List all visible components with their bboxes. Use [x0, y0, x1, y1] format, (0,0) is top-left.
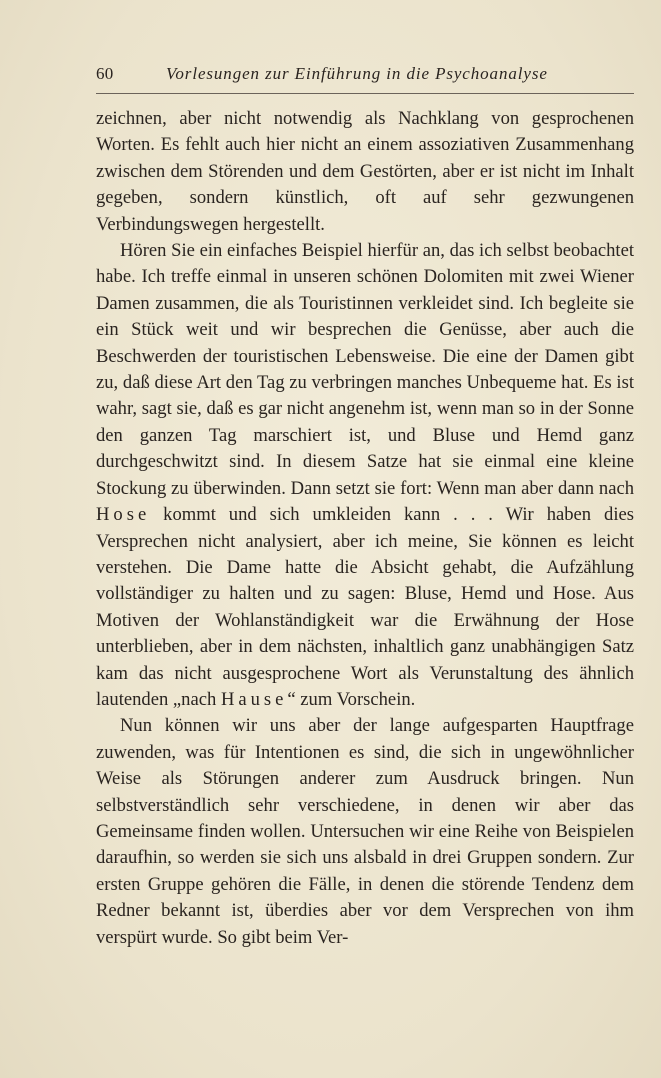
paragraph-1: zeichnen, aber nicht notwendig als Nachklang von gesprochenen Worten. Es fehlt auch hier nicht an einem assoziativen Zusammenhang zwischen dem Störenden und dem Gestörten, aber er ist nicht im Inhalt gegeben, sondern künstlich, oft auf sehr gezwungenen Verbindungswegen hergestellt.: [96, 108, 634, 235]
paragraph-2: [96, 238, 634, 713]
spaced-word-hose: Hose: [96, 504, 151, 526]
spaced-word-hause: Hause: [220, 688, 288, 710]
running-title: Vorlesungen zur Einführung in die Psychoanalyse: [166, 64, 548, 83]
paragraph-3: Nun können wir uns aber der lange aufgesparten Hauptfrage zuwenden, was für Intentionen es sind, die sich in ungewöhnlicher Weise als Störungen anderer zum Ausdruck bringen. Nun selbstverständlich sehr verschiedene, in denen wir aber das Gemeinsame finden wollen. Untersuchen wir eine Reihe von Beispielen daraufhin, so werden sie sich uns alsbald in drei Gruppen sondern. Zur ersten Gruppe gehören die Fälle, in denen die störende Tendenz dem Redner bekannt ist, überdies aber vor dem Versprechen von ihm verspürt wurde. So gibt beim Ver-: [96, 715, 634, 948]
header-rule: [96, 93, 634, 94]
paragraph-2-part-2: kommt und sich umkleiden kann . . . Wir haben dies Versprechen nicht analysiert, aber ich meine, Sie können es leicht verstehen. Die Dame hatte die Absicht gehabt, die Aufzählung vollständiger zu halten und zu sagen: Bluse, Hemd und Hose. Aus Motiven der Wohlanständigkeit war die Erwähnung der Hose unterblieben, aber in dem nächsten, inhaltlich ganz unabhängigen Satz kam das nicht ausgesprochene Wort als Verunstaltung des ähnlich lautenden „nach: [96, 504, 634, 710]
paragraph-2-part-3: “ zum Vorschein.: [287, 688, 416, 710]
page-header: [96, 64, 634, 88]
page-number: 60: [96, 64, 114, 83]
body-text: [96, 106, 634, 951]
paragraph-2-part-1: Hören Sie ein einfaches Beispiel hierfür an, das ich selbst beobachtet habe. Ich treffe einmal in unseren schönen Dolomiten mit zwei Wiener Damen zusammen, die als Touristinnen verkleidet sind. Ich begleite sie ein Stück weit und wir besprechen die Genüsse, aber auch die Beschwerden der touristischen Lebensweise. Die eine der Damen gibt zu, daß diese Art den Tag zu verbringen manches Unbequeme hat. Es ist wahr, sagt sie, daß es gar nicht angenehm ist, wenn man so in der Sonne den ganzen Tag marschiert ist, und Bluse und Hemd ganz durchgeschwitzt sind. In diesem Satze hat sie einmal eine kleine Stockung zu überwinden. Dann setzt sie fort: Wenn man aber dann nach: [96, 240, 634, 499]
